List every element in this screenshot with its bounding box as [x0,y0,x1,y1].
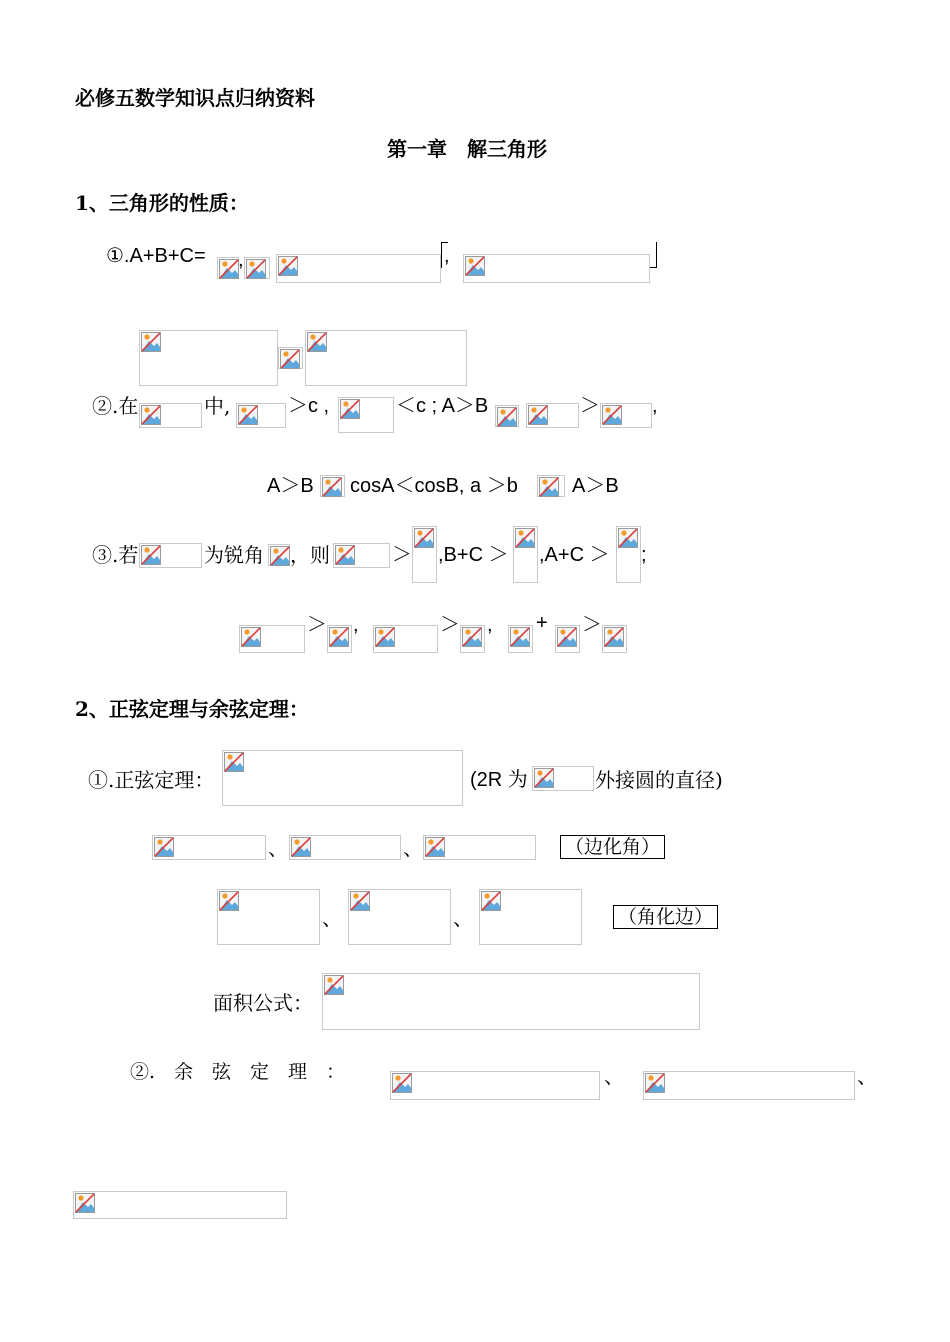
s1-line2-end: , [652,395,658,417]
formula-image [526,403,579,428]
formula-image [278,347,303,369]
broken-image-icon [307,332,327,352]
broken-image-icon [618,528,638,548]
formula-image [508,625,533,653]
s1-line1-comma: , [444,245,450,267]
s1-line2-zhong: 中, [204,394,231,418]
broken-image-icon [324,975,344,995]
broken-image-icon [322,477,342,497]
formula-image [244,257,270,279]
formula-image [643,1071,855,1100]
s1-line4-rui: 为锐角 [204,543,264,567]
section-2-title: 2、正弦定理与余弦定理： [75,697,309,721]
s1-line3-c: A＞B [572,475,619,497]
formula-image [73,1191,287,1219]
bracket-right [650,242,657,268]
formula-image [152,835,266,860]
separator: 、 [403,836,423,860]
broken-image-icon [604,627,624,647]
s1-line5-comma: , [353,614,359,636]
formula-image [239,625,305,653]
sine-law-note: (2R 为 [470,769,528,791]
s1-line1-prefix: ①.A+B+C= [106,245,206,267]
formula-image [532,766,594,791]
broken-image-icon [154,837,174,857]
sine-law-label: ①.正弦定理： [88,768,215,792]
formula-image [616,526,641,583]
broken-image-icon [241,627,261,647]
s1-line2-gtc: ＞c , [288,395,330,417]
broken-image-icon [350,891,370,911]
s1-line3-b: cosA＜cosB, a ＞b [350,475,518,497]
formula-image [222,750,463,806]
formula-image [373,625,438,653]
formula-image [555,625,580,653]
formula-image [513,526,538,583]
formula-image [320,475,345,497]
formula-image [139,403,202,428]
formula-image [460,625,485,653]
formula-image [463,254,650,283]
formula-image [217,257,239,279]
s1-line2-ltc: ＜c ; A＞B [396,395,489,417]
broken-image-icon [280,349,300,369]
s1-line1-comma: , [238,249,244,271]
formula-image [390,1071,600,1100]
broken-image-icon [557,627,577,647]
broken-image-icon [219,259,239,279]
s1-line4-bc: ,B+C ＞ [438,544,509,566]
broken-image-icon [270,546,290,566]
broken-image-icon [246,259,266,279]
s1-line4-prefix: ③.若 [92,543,139,567]
broken-image-icon [224,752,244,772]
formula-image [600,403,652,428]
formula-image [139,330,278,386]
s1-line5-gt: ＞ [582,614,602,636]
document-heading: 必修五数学知识点归纳资料 [75,86,315,110]
edge-to-angle-tag: （边化角） [560,835,665,859]
s1-line5-gt: ＞ [307,614,327,636]
broken-image-icon [462,627,482,647]
s1-line4-ac: ,A+C ＞ [539,544,610,566]
broken-image-icon [335,545,355,565]
formula-image [322,973,700,1030]
broken-image-icon [75,1193,95,1213]
broken-image-icon [141,405,161,425]
s1-line5-comma: , [487,614,493,636]
formula-image [338,397,394,433]
broken-image-icon [219,891,239,911]
s1-line4-end: ; [641,544,647,566]
broken-image-icon [497,407,517,427]
s1-line4-ze: ，则 [290,543,330,567]
broken-image-icon [515,528,535,548]
broken-image-icon [465,256,485,276]
formula-image [333,543,390,568]
cosine-law-label: ②. 余 弦 定 理 ： [130,1061,346,1083]
formula-image [217,889,320,945]
broken-image-icon [238,405,258,425]
formula-image [348,889,451,945]
formula-image [139,543,202,568]
formula-image [327,625,352,653]
s1-line5-gt: ＞ [440,614,460,636]
s1-line4-gt: ＞ [392,544,412,566]
formula-image [495,405,519,427]
broken-image-icon [141,545,161,565]
sine-law-note: 外接圆的直径) [595,768,723,792]
formula-image [276,254,441,283]
separator: 、 [453,906,473,930]
s1-line5-plus: + [536,612,548,634]
formula-image [268,544,290,566]
broken-image-icon [291,837,311,857]
formula-image [412,526,437,583]
broken-image-icon [481,891,501,911]
broken-image-icon [539,477,559,497]
separator: 、 [857,1064,877,1088]
formula-image [305,330,467,386]
s1-line2-prefix: ②.在 [92,394,139,418]
s1-line2-gt: ＞ [580,395,600,417]
formula-image [423,835,536,860]
broken-image-icon [340,399,360,419]
formula-image [289,835,401,860]
separator: 、 [604,1064,624,1088]
broken-image-icon [425,837,445,857]
broken-image-icon [141,332,161,352]
broken-image-icon [528,405,548,425]
broken-image-icon [645,1073,665,1093]
broken-image-icon [510,627,530,647]
broken-image-icon [329,627,349,647]
s1-line3-a: A＞B [267,475,314,497]
broken-image-icon [602,405,622,425]
broken-image-icon [534,768,554,788]
broken-image-icon [278,256,298,276]
broken-image-icon [392,1073,412,1093]
area-formula-label: 面积公式： [213,991,313,1015]
angle-to-edge-tag: （角化边） [613,905,718,929]
formula-image [602,625,627,653]
broken-image-icon [375,627,395,647]
section-1-title: 1、三角形的性质： [75,191,249,215]
separator: 、 [268,836,288,860]
formula-image [537,475,565,497]
chapter-title: 第一章 解三角形 [387,137,547,161]
formula-image [479,889,582,945]
broken-image-icon [414,528,434,548]
separator: 、 [322,906,342,930]
formula-image [236,403,286,428]
